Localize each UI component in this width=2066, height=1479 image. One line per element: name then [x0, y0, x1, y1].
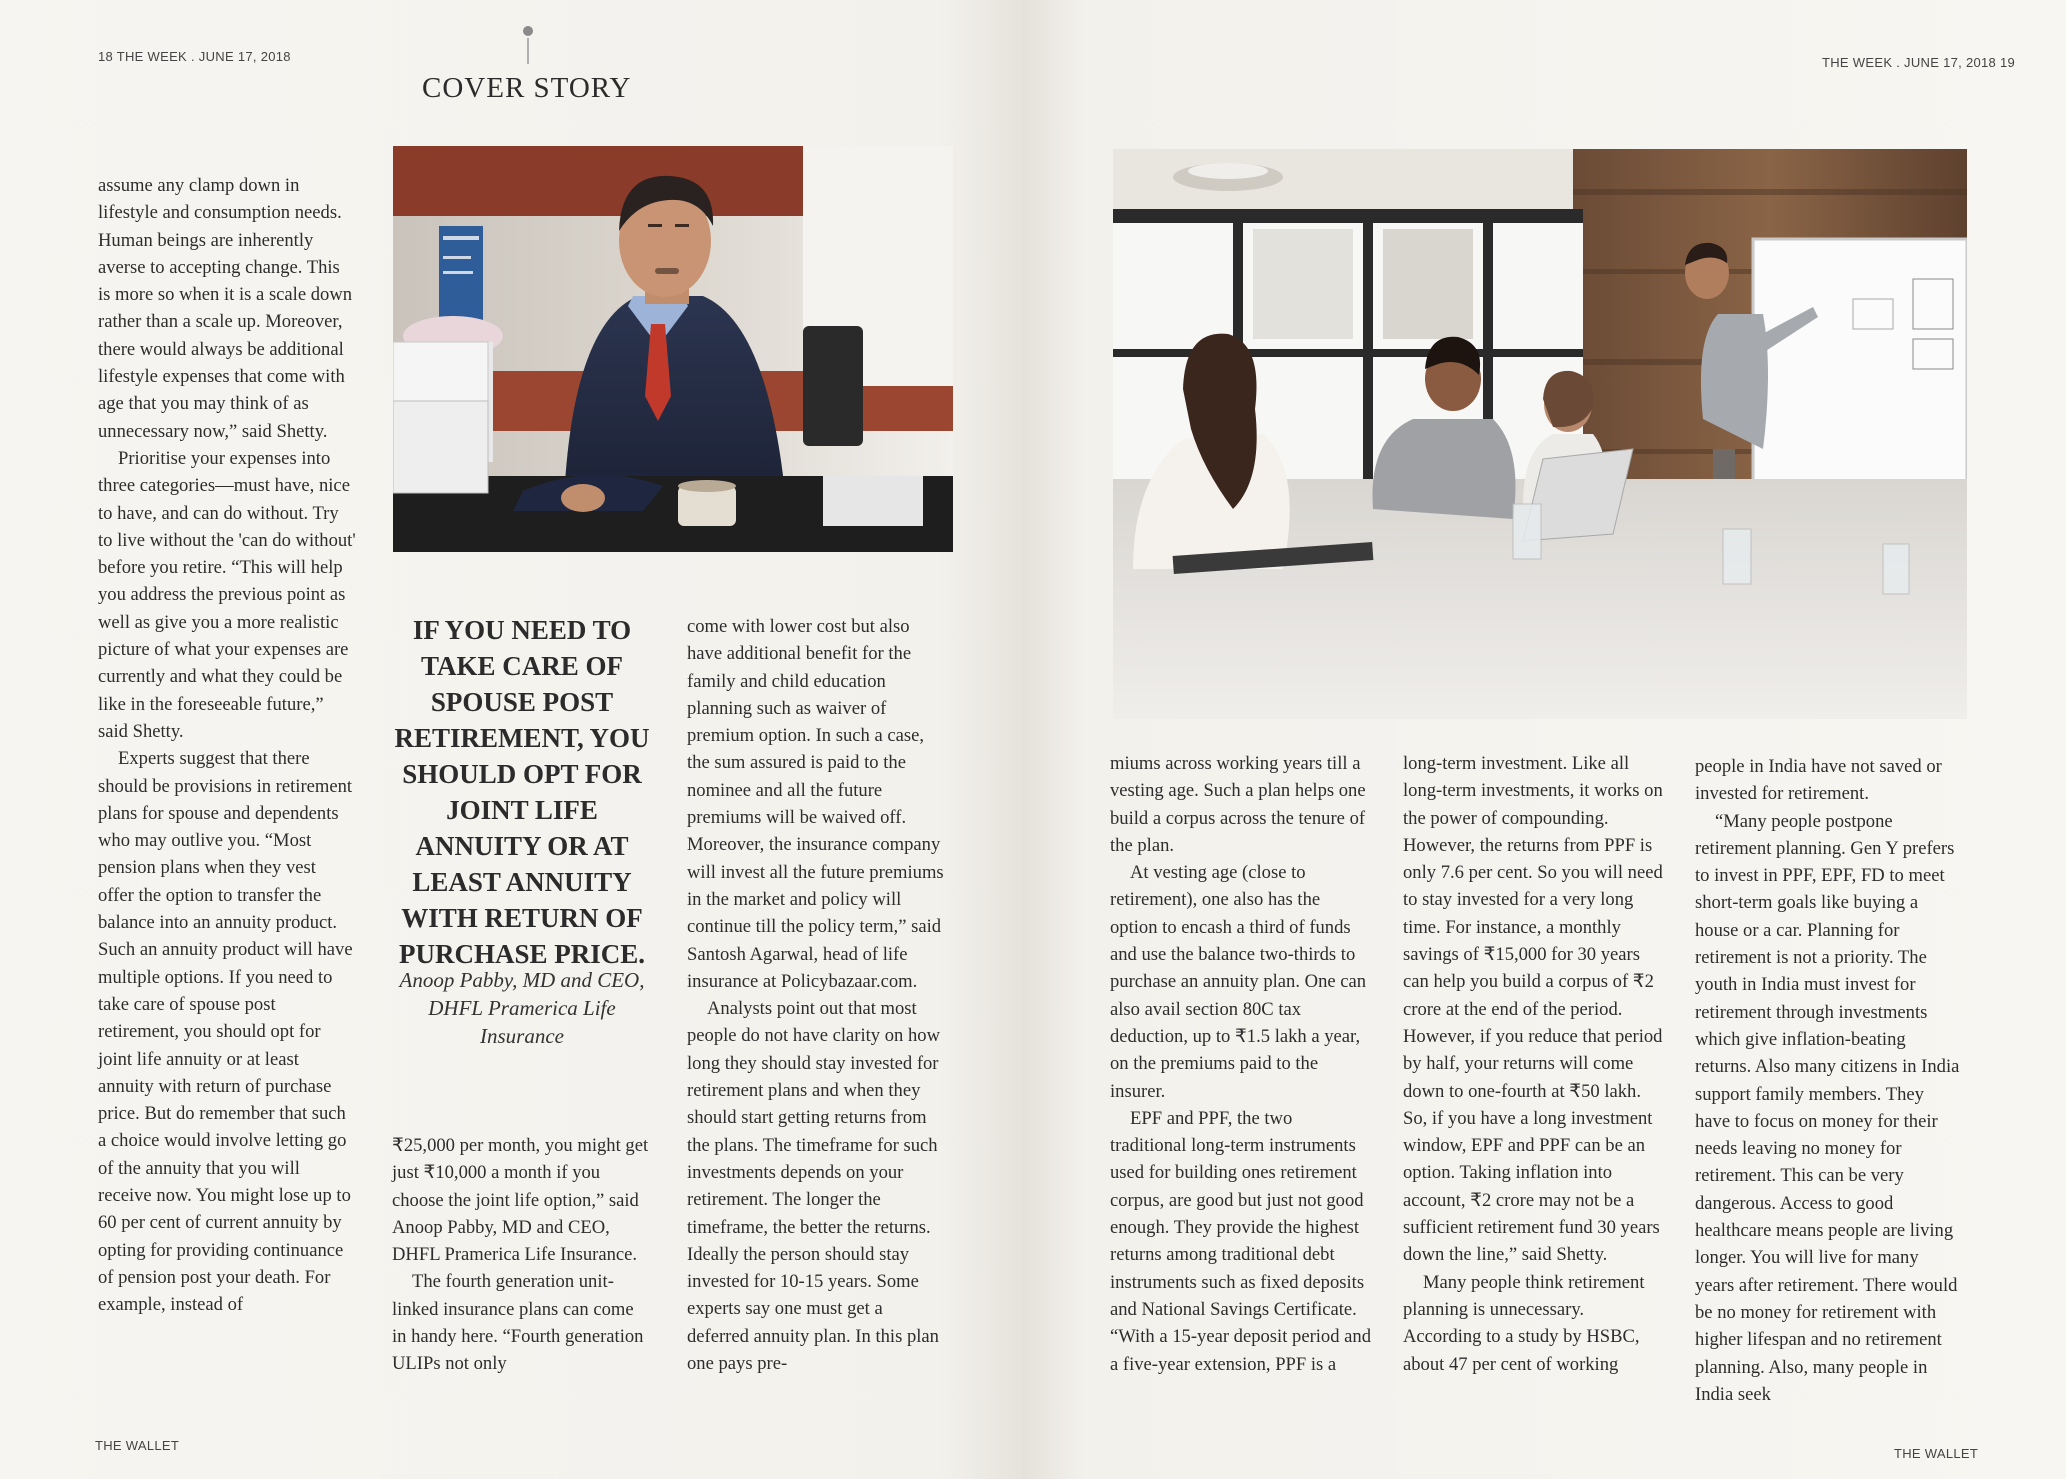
paragraph: Analysts point out that most people do not have clarity on how long they should stay invested for retirement plans and when they should start getting returns from the plans. The timeframe for such investments depends on your retirement. The longer the timeframe, the better the returns. Ideally the person should stay invested for 10-15 years. Some experts say one must get a deferred annuity plan. In this plan one pays pre-	[687, 998, 941, 1375]
pull-quote-attribution: Anoop Pabby, MD and CEO, DHFL Pramerica Life Insurance	[399, 968, 645, 1048]
section-marker-dot	[523, 26, 533, 36]
paragraph: “Many people postpone retirement planning. Gen Y prefers to invest in PPF, EPF, FD to meet short-term goals like buying a house or a car. Planning for retirement is not a priority. The youth in India must invest for retirement through investments which give inflation-beating returns. Also many citizens in India support family members. They have to focus on money for their needs leaving no money for retirement. This can be very dangerous. Access to good healthcare means people are living longer. You will live for many years after retirement. There would be no money for retirement with higher lifespan and no retirement planning. Also, many people in India seek	[1695, 810, 1960, 1405]
paragraph: come with lower cost but also have additional benefit for the family and child education planning such as waiver of premium option. In such a case, the sum assured is paid to the nominee and all the future premiums will be waived off. Moreover, the insurance company will invest all the future premiums in the market and policy will continue till the policy term,” said Santosh Agarwal, head of life insurance at Policybazaar.com.	[687, 616, 944, 992]
pull-quote: IF YOU NEED TO TAKE CARE OF SPOUSE POST RETIREMENT, YOU SHOULD OPT FOR JOINT LIFE ANNUITY OR AT LEAST ANNUITY WITH RETURN OF PURCHASE PRICE.	[394, 615, 650, 969]
right-folio: THE WEEK . JUNE 17, 2018 19	[1822, 55, 2016, 70]
paragraph: ₹25,000 per month, you might get just ₹10,000 a month if you choose the joint life option,” said Anoop Pabby, MD and CEO, DHFL Pramerica Life Insurance.	[392, 1135, 649, 1266]
article-column-3	[687, 613, 945, 1377]
article-column-1	[98, 172, 356, 1318]
left-folio: 18 THE WEEK . JUNE 17, 2018	[98, 49, 291, 64]
article-column-2	[392, 1132, 650, 1378]
paragraph: miums across working years till a vesting age. Such a plan helps one build a corpus across the tenure of the plan.	[1110, 753, 1366, 856]
section-marker-line	[527, 38, 529, 64]
paragraph: Experts suggest that there should be provisions in retirement plans for spouse and dependents who may outlive you. “Most pension plans when they vest offer the option to transfer the balance into an annuity product. Such an annuity product will have multiple options. If you need to take care of spouse post retirement, you should opt for joint life annuity or at least annuity with return of purchase price. But do remember that such a choice would involve letting go of the annuity that you will receive now. You might lose up to 60 per cent of current annuity by opting for providing continuance of pension post your death. For example, instead of	[98, 748, 353, 1316]
executive-portrait-illustration	[393, 146, 953, 552]
section-title: COVER STORY	[422, 72, 632, 104]
paragraph: Many people think retirement planning is unnecessary. According to a study by HSBC, about 47 per cent of working	[1403, 1271, 1645, 1375]
paragraph: The fourth generation unit-linked insurance plans can come in handy here. “Fourth generation ULIPs not only	[392, 1271, 644, 1375]
team-meeting-illustration	[1113, 149, 1967, 719]
article-column-5	[1403, 750, 1665, 1378]
paragraph: At vesting age (close to retirement), one also has the option to encash a third of funds and use the balance two-thirds to purchase an annuity plan. One can also avail section 80C tax deduction, up to ₹1.5 lakh a year, on the premiums paid to the insurer.	[1110, 862, 1367, 1102]
paragraph: Prioritise your expenses into three categories—must have, nice to have, and can do without. Try to live without the 'can do without' before you retire. “This will help you address the previous point as well as give you a more realistic picture of what your expenses are currently and what they could be like in the foreseeable future,” said Shetty.	[98, 447, 356, 742]
paragraph: assume any clamp down in lifestyle and consumption needs. Human beings are inherently averse to accepting change. This is more so when it is a scale down rather than a scale up. Moreover, there would always be additional lifestyle expenses that come with age that you may think of as unnecessary now,” said Shetty.	[98, 175, 353, 442]
article-column-6	[1695, 753, 1961, 1408]
paragraph: EPF and PPF, the two traditional long-term instruments used for building ones retirement corpus, are good but just not good enough. They provide the highest returns among traditional debt instruments such as fixed deposits and National Savings Certificate. “With a 15-year deposit period and a five-year extension, PPF is a	[1110, 1107, 1372, 1375]
paragraph: people in India have not saved or invested for retirement.	[1695, 756, 1942, 805]
paragraph: long-term investment. Like all long-term investments, it works on the power of compounding. However, the returns from PPF is only 7.6 per cent. So you will need to stay invested for a very long time. For instance, a monthly savings of ₹15,000 for 30 years can help you build a corpus of ₹2 crore at the end of the period. However, if you reduce that period by half, your returns will come down to one-fourth at ₹50 lakh. So, if you have a long investment window, EPF and PPF can be an option. Taking inflation into account, ₹2 crore may not be a sufficient retirement fund 30 years down the line,” said Shetty.	[1403, 753, 1663, 1266]
team-meeting-photo	[1113, 149, 1967, 719]
right-footer: THE WALLET	[1894, 1446, 1979, 1461]
executive-portrait-photo	[393, 146, 953, 552]
article-column-4	[1110, 750, 1372, 1378]
left-footer: THE WALLET	[95, 1438, 180, 1453]
